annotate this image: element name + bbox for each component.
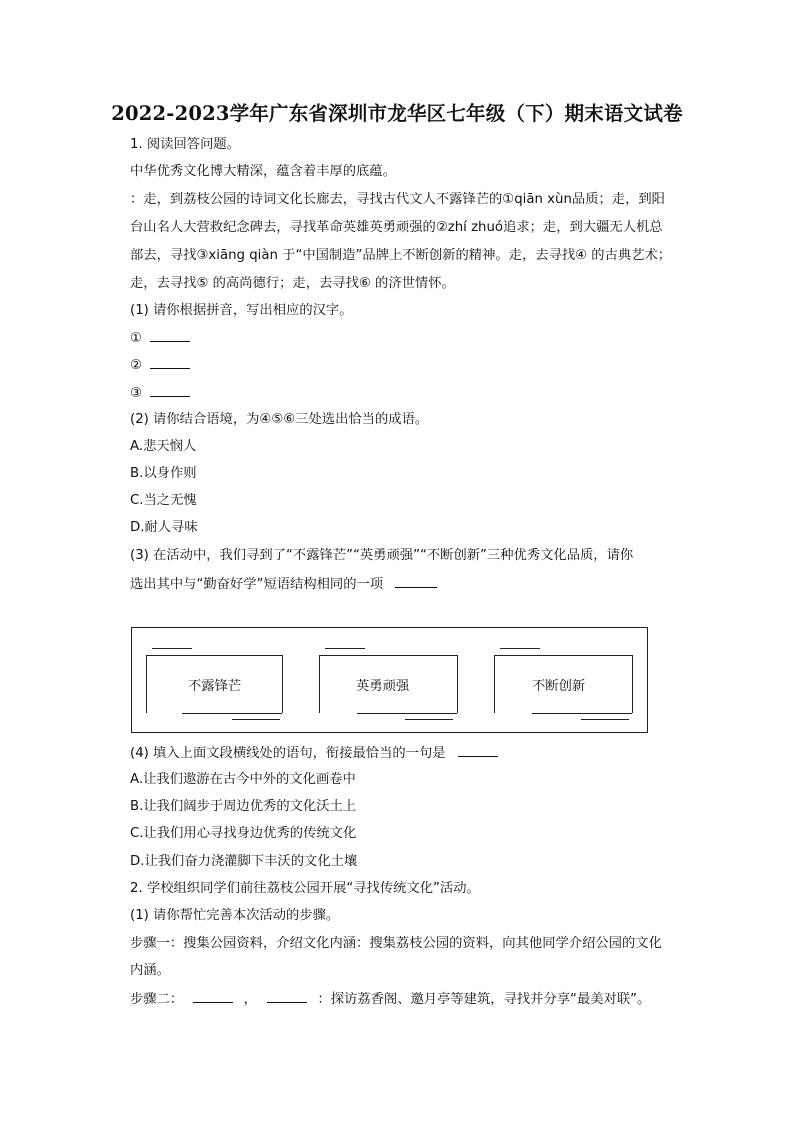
q1-sub2-prompt: (2) 请你结合语境，为④⑤⑥三处选出恰当的成语。 [130, 412, 429, 427]
card-2-top-border [319, 655, 457, 656]
step1-line-2: 内涵。 [130, 963, 170, 978]
answer-blank-sub3[interactable] [395, 574, 437, 588]
card-1-left-border [146, 655, 147, 713]
card-2-left-border [319, 655, 320, 713]
answer-marker-3: ③ [130, 386, 142, 401]
quality-cards-frame [131, 627, 648, 733]
exam-title: 2022-2023学年广东省深圳市龙华区七年级（下）期末语文试卷 [111, 102, 683, 125]
answer-marker-1: ① [130, 331, 142, 346]
card-1-top-dash [152, 648, 192, 649]
answer-row-1 [130, 328, 190, 349]
card-2-label: 英勇顽强 [356, 679, 410, 694]
card-3-bottom-border [532, 713, 632, 714]
card-3-label: 不断创新 [532, 679, 586, 694]
sub4-option-d: D.让我们奋力浇灌脚下丰沃的文化土壤 [130, 854, 358, 869]
step2-line [130, 989, 650, 1010]
card-1-label: 不露锋芒 [188, 679, 242, 694]
step2-prefix: 步骤二： [130, 992, 184, 1007]
answer-blank-3[interactable] [150, 383, 190, 397]
step2-blank-1[interactable] [193, 989, 233, 1003]
option-b: B.以身作则 [130, 466, 197, 481]
step2-rest: ：探访荔香阁、邀月亭等建筑，寻找并分享“最美对联”。 [317, 992, 651, 1007]
card-1-top-border [146, 655, 282, 656]
card-1-bottom-dash [232, 719, 280, 720]
q1-sub4-text: (4) 填入上面文段横线处的语句，衔接最恰当的一句是 [130, 746, 446, 761]
q1-sub3-text: 选出其中与“勤奋好学”短语结构相同的一项 [130, 577, 384, 592]
card-2-right-border [457, 655, 458, 713]
q2-sub1-prompt: (1) 请你帮忙完善本次活动的步骤。 [130, 908, 340, 923]
sub4-option-b: B.让我们阔步于周边优秀的文化沃土上 [130, 799, 357, 814]
card-3-top-dash [500, 648, 540, 649]
q1-heading: 1. 阅读回答问题。 [130, 137, 240, 152]
q1-sub3-prompt-line-1: (3) 在活动中，我们寻到了“不露锋芒”“英勇顽强”“不断创新”三种优秀文化品质，请你 [130, 548, 634, 563]
answer-row-3 [130, 383, 190, 404]
q1-passage-line-5: 走，去寻找⑤ 的高尚德行；走，去寻找⑥ 的济世情怀。 [130, 276, 455, 291]
card-2-top-dash [325, 648, 365, 649]
answer-marker-2: ② [130, 358, 142, 373]
option-d: D.耐人寻味 [130, 520, 198, 535]
step2-blank-2[interactable] [267, 989, 307, 1003]
card-2-bottom-border [357, 713, 457, 714]
card-3-right-border [632, 655, 633, 713]
card-3-bottom-dash [581, 719, 629, 720]
q2-heading: 2. 学校组织同学们前往荔枝公园开展“寻找传统文化”活动。 [130, 881, 480, 896]
step1-line-1: 步骤一：搜集公园资料，介绍文化内涵：搜集荔枝公园的资料，向其他同学介绍公园的文化 [130, 936, 662, 951]
card-1-right-border [282, 655, 283, 713]
q1-sub4-prompt [130, 743, 498, 764]
step2-comma: ， [243, 992, 257, 1007]
card-2-bottom-dash [405, 719, 453, 720]
card-1-bottom-border [182, 713, 282, 714]
answer-blank-sub4[interactable] [458, 743, 498, 757]
q1-passage-line-4: 部去，寻找③xiāng qiàn 于“中国制造”品牌上不断创新的精神。走，去寻找④ 的古典艺术； [130, 248, 672, 263]
sub4-option-c: C.让我们用心寻找身边优秀的传统文化 [130, 826, 357, 841]
q1-passage-line-3: 台山名人大营救纪念碑去，寻找革命英雄英勇顽强的②zhí zhuó追求；走，到大疆无人机总 [130, 220, 663, 235]
q1-sub3-prompt-line-2 [130, 574, 437, 595]
card-3-top-border [494, 655, 632, 656]
option-c: C.当之无愧 [130, 493, 197, 508]
q1-passage-line-1: 中华优秀文化博大精深，蕴含着丰厚的底蕴。 [130, 164, 396, 179]
card-3-left-border [494, 655, 495, 713]
answer-blank-1[interactable] [150, 328, 190, 342]
answer-row-2 [130, 355, 190, 376]
q1-passage-line-2: ：走，到荔枝公园的诗词文化长廊去，寻找古代文人不露锋芒的①qiān xùn品质；走，到阳 [130, 192, 665, 207]
answer-blank-2[interactable] [150, 355, 190, 369]
q1-sub1-prompt: (1) 请你根据拼音，写出相应的汉字。 [130, 303, 353, 318]
sub4-option-a: A.让我们遨游在古今中外的文化画卷中 [130, 772, 356, 787]
option-a: A.悲天悯人 [130, 439, 197, 454]
